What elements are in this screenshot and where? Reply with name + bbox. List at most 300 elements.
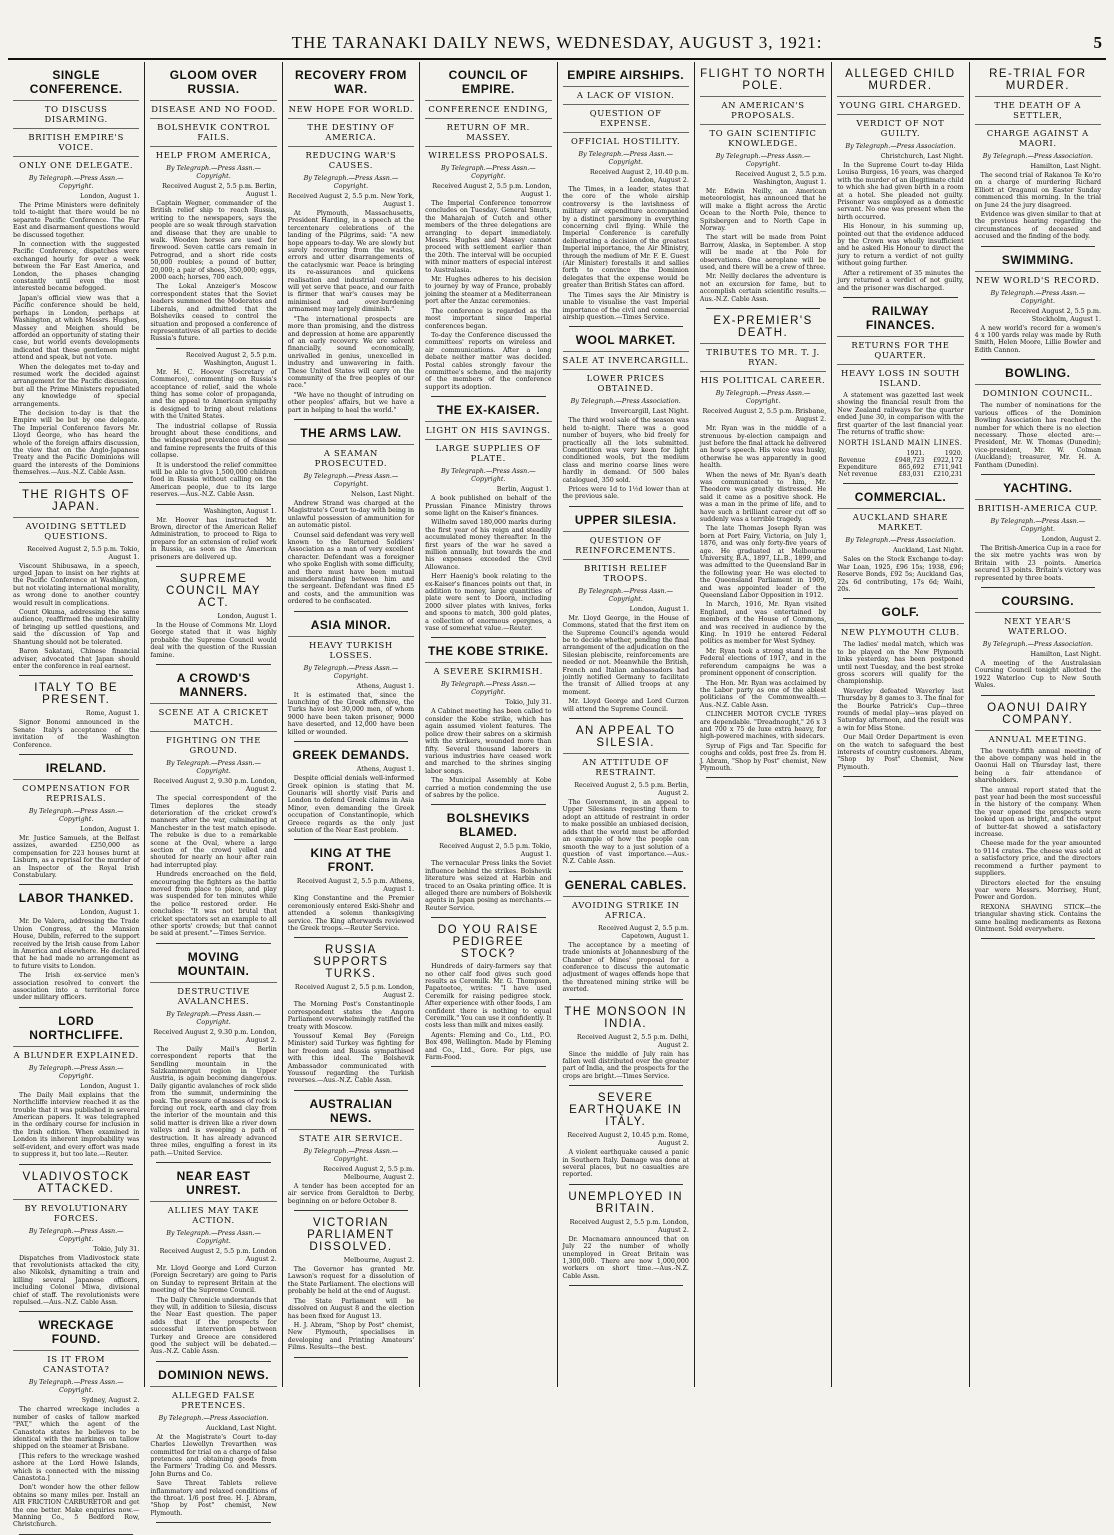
column-7 — [831, 62, 968, 1387]
article-dateline: Tokio, July 31. — [505, 698, 552, 707]
article — [150, 671, 276, 938]
article — [700, 68, 826, 303]
article-paragraph: The Irish ex-service men's association resolved to convert the association into a territorial force under military officers. — [13, 972, 140, 1002]
article-paragraph: The special correspondent of the Times deplores the steady deterioration of the cricket crowd's manners after the war, culminating at Manchester in the test match episode. The rebuke is due to a remarkable scene at the Oval, where a large section of the crowd yelled and shouted for nearly an hour after rain had interrupted play. — [150, 795, 277, 869]
article-paragraph: The Prime Ministers were definitely told to-night that there would be no separate Pacific Conference. The Far East and disarmament questions would be discussed together. — [13, 202, 140, 239]
article-paragraph: Mr. Neilly declares the adventure is not an excursion for fame, but to accomplish certain scientific results.—Aus.-N.Z. Cable Assn. — [699, 273, 827, 303]
article-separator — [843, 297, 957, 298]
article-deck: AVOIDING STRIKE IN AFRICA. — [563, 896, 689, 920]
article-body — [150, 517, 276, 561]
article-paragraph: Herr Haenig's book relating to the ex-Kaiser's finances points out that, in addition to money, large quantities of plate were sent to Doorn, including 2000 silver plates with knives, forks and spoons to match, 300 gold plates, a collection of enormous epergnes, a vase of somewhat value.—Reuter. — [425, 573, 552, 633]
article-deck: REDUCING WAR'S CAUSES. — [288, 146, 414, 170]
article — [975, 253, 1101, 355]
article-credit: By Telegraph.—Press Association. — [845, 536, 956, 545]
article-body — [837, 392, 963, 436]
article — [288, 846, 414, 932]
article-dateline: Christchurch, Last Night. — [880, 152, 964, 160]
article-body — [975, 325, 1101, 355]
column-6 — [694, 62, 831, 1387]
article-paragraph: The Municipal Assembly at Kobe carried a motion condemning the use of sabres by the police. — [425, 777, 552, 799]
article-headline: DO YOU RAISE PEDIGREE STOCK? — [437, 924, 539, 961]
article-body — [150, 369, 276, 499]
article-paragraph: CLINCHER MOTOR CYCLE TYRES are dependable. "Dreadnought," 26 x 3 and 700 x 75 de luxe extra heavy, for high-powered machines, with sidecars. — [699, 711, 827, 741]
article-separator — [19, 1164, 133, 1165]
article-headline: RAILWAY FINANCES. — [865, 303, 936, 332]
article-paragraph: [This refers to the wreckage washed ashore at the Lord Howe Islands, which is connected with the missing Canastota.] — [13, 1452, 140, 1482]
article-dateline: Hamilton, Last Night. — [1030, 162, 1101, 170]
article — [563, 1092, 689, 1179]
article — [288, 426, 414, 606]
article-headline: IRELAND. — [45, 760, 107, 775]
article-deck: CONFERENCE ENDING, — [425, 100, 551, 114]
article-credit: By Telegraph.—Press Assn.—Copyright. — [578, 150, 674, 166]
article-paragraph: REXONA SHAVING STICK—the triangular shaving stick. Contains the same healing medicaments as Rexona Ointment. Sold everywhere. — [974, 903, 1101, 933]
article-body — [288, 1266, 414, 1351]
article-separator — [981, 695, 1095, 696]
article-body — [563, 942, 689, 994]
article — [563, 333, 689, 500]
article-paragraph: The number of nominations for the various offices of the Dominion Bowling Association has reached the number for which there is no election necessary. Those elected are:—President, Mr. W. Thomas (Dunedin); vice-president, Mr. W. Colman (Auckland); treasurer, Mr. H. A. Fantham (Dunedin). — [974, 402, 1101, 469]
article-deck: YOUNG GIRL CHARGED. — [837, 96, 963, 110]
page-number: 5 — [1093, 33, 1102, 52]
article-paragraph: At the Magistrate's Court to-day Charles Llewellyn Trevarthen was committed for trial on a charge of false pretences and obtaining goods from the Farmers' Trading Co. and Messrs. John Burns and Co. — [150, 1433, 277, 1478]
article-headline: OAONUI DAIRY COMPANY. — [987, 701, 1089, 726]
article — [425, 68, 551, 391]
table-row — [837, 457, 963, 464]
article-body — [563, 1236, 689, 1280]
article-dateline: London, August 1. — [217, 612, 277, 621]
article-deck: AN ATTITUDE OF RESTRAINT. — [563, 753, 689, 777]
article — [13, 761, 139, 879]
article-body — [563, 615, 689, 713]
article-paragraph: The second trial of Rakanoa Te Ko'ro on a charge of murdering Richard Elliott at Oraganui on Easter Sunday commenced this morning. In the trial on June 24 the jury disagreed. — [974, 172, 1101, 209]
article — [150, 68, 276, 343]
article-body — [288, 1001, 414, 1084]
article-paragraph: Dispatches from Vladivostock state that revolutionists attacked the city, also Nikolsk, dynamiting a train and killing several Japanese officers, including Colonel Miwa, divisional chief of staff. The revolutionists were repulsed.—Aus.-N.Z. Cable Assn. — [13, 1254, 140, 1306]
article-headline: WRECKAGE FOUND. — [38, 1318, 114, 1347]
table-cell: £210,231 — [933, 471, 963, 479]
article-headline: GOLF. — [881, 605, 920, 620]
article-separator — [19, 1311, 133, 1312]
article-deck: NEW WORLD'S RECORD. — [975, 271, 1101, 285]
article-credit: By Telegraph.—Press Association. — [982, 152, 1093, 160]
article-paragraph: Since the middle of July rain has fallen well distributed over the greater part of India, and the prospects for the crops are bright.—Times Service. — [562, 1050, 689, 1080]
article-dateline: Athens, August 1. — [356, 765, 415, 774]
article-deck: HEAVY TURKISH LOSSES. — [288, 636, 414, 660]
article-body — [150, 1434, 276, 1517]
article-separator — [156, 504, 270, 505]
article-paragraph: A statement was gazetted last week showing the financial result from the New Zealand railways for the quarter ended June 30, in comparison with the first quarter of the last financial year. The returns of traffic show: — [837, 391, 964, 436]
article-separator — [19, 482, 133, 483]
article-separator — [294, 1090, 408, 1091]
article — [975, 366, 1101, 469]
article-paragraph: Mr. Justice Samuels, at the Belfast assizes, awarded £250,000 as compensation for 223 houses burnt at Lisburn, as a reprisal for the murder of an Inspector of the Royal Irish Constabulary. — [13, 834, 140, 879]
article-paragraph: Prices were 1d to 1½d lower than at the previous sale. — [562, 485, 689, 501]
article — [837, 605, 963, 771]
article-deck: AUCKLAND SHARE MARKET. — [837, 508, 963, 532]
article-dateline: Received August 2, 5.5 p.m. New York, August 1. — [287, 192, 415, 208]
article-paragraph: The twenty-fifth annual meeting of the above company was held in the Oaonui Hall on Thursday last, there being a fair attendance of shareholders. — [974, 747, 1101, 785]
article-credit: By Telegraph.—Press Assn.—Copyright. — [440, 467, 536, 484]
article-body — [700, 188, 826, 303]
article — [563, 68, 689, 321]
article-paragraph: A book published on behalf of the Prussian Finance Ministry throws some light on the Kaiser's finances. — [425, 495, 552, 517]
article — [425, 644, 551, 799]
article — [13, 1014, 139, 1159]
article-headline: KING AT THE FRONT. — [310, 846, 392, 875]
article — [288, 1097, 414, 1205]
article-paragraph: Japan's official view was that a Pacific conference should be held, perhaps in London, perhaps at Washington, at which Messrs. Hughes, Massey and Meighen should be afforded an opportunity of stating their case, but world events developments indicated that these gentlemen might attend and speak, but not vote. — [13, 294, 140, 362]
article-headline: COURSING. — [1001, 593, 1075, 608]
article-paragraph: The Lokal Anzeiger's Moscow correspondent states that the Soviet leaders summoned the Moderates and Liberals, and admitted that the Bolsheviks ceased to control the situation and proposed a conference of representatives of all parties to decide Russia's future. — [150, 283, 277, 343]
article — [563, 1006, 689, 1081]
article-deck: THE DEATH OF A SETTLER, — [975, 96, 1101, 120]
article-separator — [981, 938, 1095, 939]
article-paragraph: Mr. Lloyd George and Lord Curzon will attend the Supreme Council. — [562, 698, 689, 713]
article-paragraph: In connection with the suggested Pacific Conference, dispatches were exchanged hourly for over a week between the Far East America, and London, the phases changing constantly until even the most interested became befogged. — [13, 241, 140, 293]
article-deck: RETURNS FOR THE QUARTER. — [837, 336, 963, 360]
article-dateline: Received August 2, 5.5 p.m. Melbourne, August 2. — [323, 1164, 415, 1181]
article-headline: GREEK DEMANDS. — [292, 748, 410, 763]
article-separator — [431, 917, 545, 918]
article-deck: AN AMERICAN'S PROPOSALS. — [700, 96, 826, 120]
article-dateline: Hamilton, Last Night. — [1030, 649, 1101, 658]
article-paragraph: A meeting of the Australasian Coursing Council tonight allotted the 1922 Waterloo Cup to New South Wales. — [974, 659, 1101, 690]
article-deck: LOWER PRICES OBTAINED. — [563, 369, 689, 393]
article-separator — [981, 474, 1095, 475]
article-paragraph: When the news of Mr. Ryan's death was communicated to him, Mr. Theodore was greatly distressed. He said it came as a positive shock. He was a man in the prime of life, and to have such a brilliant career cut off so suddenly was a terrible tragedy. — [699, 471, 827, 523]
article-body — [975, 545, 1101, 582]
article-paragraph: The Times, in a leader, states that the core of the whole airship controversy is the lavishness of military air expenditure accompanied by a distinct parsimony in everything concerning civil flying. While the Imperial Conference is carefully deliberating a decision of the greatest Imperial importance, the Air Ministry, through the medium of Mr. F. E. Guest (Air Minister) forestalls it and sallies forth to convince the Dominion delegates that the expense would be greater than British States can afford. — [562, 186, 689, 290]
article-deck: TO DISCUSS DISARMING. — [13, 100, 139, 124]
article-deck: ANNUAL MEETING. — [975, 730, 1101, 744]
article-headline: GLOOM OVER RUSSIA. — [169, 68, 258, 96]
article-paragraph: Mr. Hughes adheres to his decision to journey by way of France, probably joining the steamer at a Mediterranean port after the Anzac ceremonies. — [425, 276, 552, 306]
article-credit: By Telegraph.—Press Assn.—Copyright. — [715, 389, 811, 406]
article-paragraph: Despite official denials well-informed Greek opinion is stating that M. Gounaris will shortly visit Paris and London to defend Greek claims in Asia Minor, even demanding the Greek occupation of Constantinople, which Greece regards as the only just solution of the Near East problem. — [287, 775, 415, 834]
column-3 — [282, 62, 419, 1387]
article-paragraph: The ladies' medal match, which was to be played on the New Plymouth links yesterday, has been postponed until next Tuesday, and the best stroke gross scorers will qualify for the championship. — [837, 641, 964, 686]
article-paragraph: Mr. Edwin Neilly, an American meteorologist, has announced that he will make a flight across the Arctic Ocean to the North Pole, thence to Spitsbergen and to North Cape in Norway. — [699, 188, 827, 233]
article-dateline: London, August 1. — [80, 1081, 140, 1090]
article-credit: By Telegraph.—Press Assn.—Copyright. — [166, 164, 261, 180]
article — [425, 403, 551, 632]
article-headline: AUSTRALIAN NEWS. — [309, 1096, 393, 1125]
article-deck: A BLUNDER EXPLAINED. — [13, 1046, 139, 1060]
article-separator — [843, 598, 957, 599]
article — [563, 513, 689, 713]
article — [13, 891, 139, 1001]
article-body — [13, 835, 139, 879]
article-paragraph: The annual report stated that the past year had been the most successful in the history of the company. When the year opened the prospects were looked upon as bright, and the output of butter-fat showed a satisfactory increase. — [974, 786, 1101, 839]
article-paragraph: Mr. Hoover has instructed Mr. Brown, director of the American Relief Administration, to proceed to Riga to prepare for an extension of relief work in Russia, as soon as the American prisoners are delivered up. — [150, 516, 277, 561]
column-8 — [969, 62, 1106, 1387]
article-body — [150, 795, 276, 938]
article-dateline: Berlin, August 1. — [496, 485, 552, 494]
article-separator — [19, 884, 133, 885]
article-body — [150, 622, 276, 659]
article-credit: By Telegraph.—Press Assn.—Copyright. — [990, 516, 1086, 533]
article-headline: VLADIVOSTOCK ATTACKED. — [22, 1170, 130, 1195]
article-dateline: Received August 2, 5.5 p.m. Stockholm, August 1. — [1010, 306, 1101, 323]
article-separator — [294, 1210, 408, 1211]
article-deck: LIGHT ON HIS SAVINGS. — [425, 421, 551, 435]
article-dateline: Received August 2, 9.30 p.m. London, August 2. — [153, 1027, 277, 1044]
article-paragraph: The decision to-day is that the Empire will be but by one delegate. The Imperial Conference favors Mr. Lloyd George, who has heard the whole of the foreign affairs discussion, the view that on the Anglo-Japanese Treaty and the Pacific Dominions will guard the interests of the Dominions themselves.—Aus.-N.Z. Cable Assn. — [13, 409, 140, 477]
article-credit: By Telegraph.—Press Assn.—Copyright. — [440, 164, 536, 180]
article-dateline: Received August 2, 5.5 p.m. London, August 2. — [294, 983, 415, 1000]
article-separator — [294, 611, 408, 612]
article-paragraph: A tender has been accepted for an air service from Geraldton to Derby, beginning on or before October 8. — [287, 1182, 415, 1205]
article-paragraph: Dr. Macnamara announced that on July 22 the number of wholly unemployed in Great Britain was 1,300,000. There are now 1,000,000 workers on short time.—Aus.-N.Z. Cable Assn. — [562, 1235, 689, 1280]
article-deck: HEAVY LOSS IN SOUTH ISLAND. — [837, 364, 963, 388]
article-dateline: Auckland, Last Night. — [892, 546, 964, 555]
article-paragraph: Our Mail Order Department is even on the watch to safeguard the best interests of country customers. Abram, "Shop by Post" Chemist, New Plymouth. — [837, 734, 964, 771]
article-headline: RECOVERY FROM WAR. — [295, 68, 407, 96]
article-body — [837, 641, 963, 771]
table-cell: Expenditure — [838, 464, 877, 472]
article-deck: A LACK OF VISION. — [563, 86, 689, 100]
article-paragraph: A Cabinet meeting has been called to consider the Kobe strike, which has again assumed violent features. The police drew their sabres on a skirmish with the strikers, wounded more than fifty. Several thousand laborers in various industries have ceased work and marched to the shrines singing labor songs. — [425, 708, 552, 775]
data-table — [837, 450, 963, 478]
article-paragraph: The third wool sale of the season was held to-night. There was a good number of buyers, who bid freely for practically all the lots submitted. Competition was very keen for light conditioned wools, but the medium class and merino coarse lines were hardly in demand. Of 500 bales catalogued, 350 sold. — [562, 417, 689, 484]
article-paragraph: The Times says the Air Ministry is unable to visualise the vast Imperial importance of the civil and commercial airship question.—Times Service. — [562, 291, 689, 321]
article-paragraph: The British-America Cup in a race for the six metre yachts was won by Britain with 23 points. America secured 13 points. Britain's victory was represented by three boats. — [974, 544, 1101, 582]
article-body — [425, 963, 551, 1061]
article-paragraph: The Daily Chronicle understands that they will, in addition to Silesia, discuss the Near East question. The paper adds that if the prospects for successful intervention between Turkey and Greece are considered good the subject will be debated.—Aus.-N.Z. Cable Assn. — [150, 1296, 277, 1356]
article-deck: CHARGE AGAINST A MAORI. — [975, 124, 1101, 148]
table-header-cell — [837, 450, 887, 457]
article-dateline: Received August 2, 5.5 p.m. Capetown, August 1. — [598, 923, 689, 940]
article-paragraph: Andrew Strand was charged at the Magistrate's Court to-day with being in unlawful possession of ammunition for an automatic pistol. — [287, 499, 415, 530]
article-headline: THE KOBE STRIKE. — [427, 644, 549, 659]
article-headline: ALLEGED CHILD MURDER. — [845, 68, 956, 92]
article-deck: ALLIES MAY TAKE ACTION. — [150, 1201, 276, 1225]
article-paragraph: Hundreds encroached on the field, encouraging the fighters as the battle moved from place to place, and play was suspended for ten minutes while the police restored order. He concludes: "It was not brutal that cricket spectators set an example to all other sports' crowds; but that cannot be said at present."—Times Service. — [150, 871, 277, 938]
article-paragraph: "We have no thought of intruding on other peoples' affairs, but we have a part in helping to heal the world." — [287, 391, 415, 414]
article-separator — [156, 1162, 270, 1163]
article — [13, 682, 139, 749]
article-separator — [156, 566, 270, 567]
newspaper-columns — [8, 62, 1106, 1529]
article-credit: By Telegraph.—Press Assn.—Copyright. — [166, 1009, 261, 1026]
article-deck: OFFICIAL HOSTILITY. — [563, 132, 689, 146]
article — [13, 68, 139, 477]
article-deck: QUESTION OF EXPENSE. — [563, 104, 689, 128]
article — [563, 725, 689, 866]
article-credit: By Telegraph.—Press Assn.—Copyright. — [303, 174, 399, 190]
table-title: NORTH ISLAND MAIN LINES. — [838, 439, 963, 448]
article-headline: SINGLE CONFERENCE. — [29, 68, 123, 96]
article-dateline: Nelson, Last Night. — [351, 489, 415, 498]
column-1 — [8, 62, 144, 1529]
article-paragraph: Mr. Ryan was in the middle of a strenuous by-election campaign and just before the final attack he delivered an hour's speech. His voice was husky, otherwise he was apparently in good health. — [699, 425, 827, 470]
table-header-cell: 1921. — [906, 450, 925, 458]
article-body — [425, 860, 551, 912]
article-headline: NEAR EAST UNREST. — [176, 1168, 251, 1197]
article-paragraph: After a retirement of 35 minutes the jury returned a verdict of not guilty, and the prisoner was discharged. — [837, 269, 964, 292]
article-deck: SALE AT INVERCARGILL. — [563, 351, 689, 365]
article-paragraph: Directors elected for the ensuing year were Messrs. Morrisey, Hunt, Power and Gordon. — [974, 879, 1101, 902]
article-separator — [843, 776, 957, 777]
article-paragraph: His Honour, in his summing up, pointed out that the evidence adduced by the Crown was wholly insufficient and he asked His Honour to direct the jury to return a verdict of not guilty without going further. — [837, 223, 964, 268]
article-dateline: London, August 1. — [80, 192, 140, 200]
article-headline: YACHTING. — [1003, 480, 1073, 495]
article-dateline: Rome, August 1. — [85, 709, 140, 718]
article-dateline: London, August 1. — [80, 908, 140, 917]
article-separator — [569, 999, 683, 1000]
article-deck: NEXT YEAR'S WATERLOO. — [975, 612, 1101, 636]
article-body — [13, 1092, 139, 1159]
article-separator — [569, 326, 683, 327]
article-deck: HIS POLITICAL CAREER. — [700, 371, 826, 385]
article-separator — [19, 754, 133, 755]
article-separator — [431, 637, 545, 638]
article-credit: By Telegraph.—Press Association. — [845, 142, 956, 150]
article-paragraph: It is understood the relief committee will be able to give 1,500,000 children food in Russia without calling on the American people, due to its large reserves.—Aus.-N.Z. Cable Assn. — [150, 461, 277, 499]
table-header-cell: 1920. — [944, 450, 963, 458]
article-body — [150, 1265, 276, 1356]
article-body — [13, 719, 139, 749]
article-paragraph: Baron Sakatani, Chinese financial adviser, advocated that Japan should enter the conference in real earnest. — [13, 648, 140, 670]
article-dateline: Received August 2, 5.5 p.m. London, August 1. — [432, 182, 552, 198]
article-credit: By Telegraph.—Press Assn.—Copyright. — [28, 806, 124, 823]
article-dateline: Received August 2, 5.5 p.m. London, August 2. — [569, 1217, 689, 1234]
article-credit: By Telegraph.—Press Assn.—Copyright. — [578, 586, 674, 603]
article-headline: UNEMPLOYED IN BRITAIN. — [568, 1190, 684, 1215]
article-headline: AN APPEAL TO SILESIA. — [575, 725, 676, 750]
article-separator — [431, 1066, 545, 1067]
article-credit: By Telegraph.—Press Assn.—Copyright. — [990, 288, 1086, 305]
article-headline: WOOL MARKET. — [575, 333, 676, 348]
article-credit: By Telegraph.—Press Assn.—Copyright. — [28, 1378, 124, 1395]
article-paragraph: The acceptance by a meeting of trade unionists at Johannesburg of the Chamber of Mines' proposal for a conference to discuss the automatic adjustment of wages offends hope that the threatened mining strike will be averted. — [562, 941, 689, 994]
article-body — [13, 1255, 139, 1307]
article-body — [837, 556, 963, 593]
article-paragraph: Mr. H. C. Hoover (Secretary of Commerce), commenting on Russia's acceptance of relief, said the whole thing has some color of propaganda, and the appeal to American sympathy is designed to bring about relations with the United States. — [150, 368, 277, 421]
masthead — [0, 0, 1114, 58]
article-body — [425, 495, 551, 632]
article-paragraph: The Imperial Conference tomorrow concludes on Tuesday. General Smuts, the Maharajah of Cutch and other members of the three delegations are arranging to depart immediately. Messrs. Hughes and Massey cannot proceed with settlement earlier than the 20th. The interval will be occupied with minor matters of especial interest to Australasia. — [425, 200, 552, 274]
article-paragraph: To-day the Conference discussed the committees' reports on wireless and air communications. After a long debate neither matter was decided. Postal cables strongly favour the committee's scheme, and the majority of the members of the conference support its adoption. — [425, 331, 552, 391]
article-separator — [569, 506, 683, 507]
article-separator — [156, 348, 270, 349]
article-paragraph: King Constantine and the Premier ceremoniously entered Eski-Shehr and attended a solemn thanksgiving service. The King afterwards reviewed the Greek troops.—Reuter Service. — [287, 895, 415, 932]
article-credit: By Telegraph.—Press Association. — [158, 1413, 269, 1422]
article-deck: BY REVOLUTIONARY FORCES. — [13, 1199, 139, 1223]
newspaper-title: THE TARANAKI DAILY NEWS, WEDNESDAY, AUGUST 3, 1921: — [291, 33, 823, 52]
article-dateline: Received August 2, 5.5 p.m. Washington, August 1. — [185, 350, 277, 367]
article-headline: THE EX-KAISER. — [436, 403, 540, 418]
article — [288, 748, 414, 834]
article-headline: SUPREME COUNCIL MAY ACT. — [166, 573, 262, 610]
article-body — [13, 202, 139, 477]
article-body — [288, 775, 414, 834]
article — [150, 573, 276, 659]
article-separator — [706, 308, 820, 309]
article-headline: BOLSHEVIKS BLAMED. — [446, 811, 530, 840]
article — [425, 924, 551, 1061]
article — [13, 489, 139, 671]
article-paragraph: The conference is regarded as the most important since Imperial conferences began. — [425, 307, 552, 330]
article-headline: RE-TRIAL FOR MURDER. — [989, 68, 1087, 92]
table-cell: Revenue — [838, 457, 866, 465]
article-dateline: Received August 2, 5.5 p.m. Brisbane, August 2. — [702, 407, 827, 424]
article-deck: QUESTION OF REINFORCEMENTS. — [563, 531, 689, 555]
article-paragraph: Mr. De Valera, addressing the Trade Union Congress, at the Mansion House, Dublin, referred to the support received by the Irish cause from Labor in America and elsewhere. He declared that he had made no arrangement as to future visits to London. — [13, 918, 140, 970]
article-paragraph: Syrup of Figs and Tar. Specific for coughs and colds, post free 2s. from H. J. Abram, "Shop by Post" chemist, New Plymouth. — [699, 742, 827, 772]
article-paragraph: Sales on the Stock Exchange to-day: War Loan, 1925, £96 15s; 1938, £96; Reserve Bonds, £92 5s; Auckland Gas, 22s 6d contributing, 17s 6d; Waihi, 20s. — [837, 556, 964, 593]
table-header-row — [837, 450, 963, 457]
article-dateline: Melbourne, August 2. — [343, 1256, 415, 1265]
article — [975, 594, 1101, 690]
article-dateline: Athens, August 1. — [356, 681, 415, 690]
article-headline: BOWLING. — [1005, 366, 1071, 381]
article-dateline: Received August 2, 5.5 p.m. Tokio, August 1. — [27, 544, 140, 561]
article-dateline: Tokio, July 31. — [93, 1244, 140, 1253]
article-deck: NEW HOPE FOR WORLD. — [288, 100, 414, 114]
article-body — [975, 402, 1101, 469]
article-paragraph: Hundreds of dairy-farmers say that no other calf food gives such good results as Ceremilk. Mr. G. Thompson, Papatoetoe, writes: "I have used Ceremilk for raising pedigree stock. After experience with other foods, I am confident there is nothing to equal Ceremilk." You can use it confidently. It costs less than milk and mixes easily. — [425, 963, 552, 1030]
article-body — [288, 500, 414, 606]
article-deck: STATE AIR SERVICE. — [288, 1129, 414, 1143]
article — [288, 1217, 414, 1351]
article-separator — [156, 943, 270, 944]
article-body — [150, 1046, 276, 1157]
table-cell: £711,941 — [933, 464, 963, 472]
article-deck: ONLY ONE DELEGATE. — [13, 156, 139, 170]
article-paragraph: Viscount Shibusawa, in a speech, urged Japan to insist on her rights at the Pacific Conference at Washington, but not violating international morality, as wrong done to another country would result in complications. — [13, 562, 140, 607]
article-paragraph: The Morning Post's Constantinople correspondent states the Angora Parliament overwhelmingly ratified the treaty with Moscow. — [287, 1001, 415, 1031]
article-body — [837, 162, 963, 292]
article-credit: By Telegraph.—Press Association. — [982, 639, 1093, 648]
article-headline: FLIGHT TO NORTH POLE. — [700, 68, 826, 92]
article-credit: By Telegraph.—Press Assn.—Copyright. — [303, 471, 399, 488]
article-deck: VERDICT OF NOT GUILTY. — [837, 114, 963, 138]
article-body — [288, 895, 414, 932]
article-deck: LARGE SUPPLIES OF PLATE. — [425, 439, 551, 463]
table-row — [837, 464, 963, 471]
article-dateline: London, August 1. — [80, 824, 140, 833]
table-cell: Net revenue — [838, 471, 878, 479]
article-headline: THE ARMS LAW. — [300, 425, 402, 440]
article-dateline: Washington, August 1. — [203, 506, 277, 515]
table-row — [837, 471, 963, 478]
article-paragraph: The late Thomas Joseph Ryan was born at Port Fairy, Victoria, on July 1, 1876, and was only forty-five years of age. He graduated at Melbourne University, B.A., 1897, LL.B., 1899, and was admitted to the Queensland Bar in the following year. He was elected to the Queensland Parliament in 1909, and was appointed leader of the Queensland Labor Opposition in 1912. — [699, 525, 827, 600]
article-paragraph: "The international prospects are more than promising, and the distress and depression at home are apparently of an early recovery. We are solvent financially, sound economically, unrivalled in genius, unexcelled in industry and unwavering in faith. These United States will carry on the community of the free peoples of our race." — [287, 315, 415, 390]
column-4 — [419, 62, 556, 1387]
article-deck: BRITISH-AMERICA CUP. — [975, 499, 1101, 513]
article — [975, 68, 1101, 241]
article-paragraph: Mr. Lloyd George and Lord Curzon (Foreign Secretary) are going to Paris on Sunday to represent Britain at the meeting of the Supreme Council. — [150, 1264, 277, 1295]
column-2 — [144, 62, 281, 1517]
article-body — [563, 417, 689, 500]
article-body — [425, 200, 551, 391]
article-paragraph: The Daily Mail explains that the Northcliffe interview reached it as the trouble that it was published in several American papers. It was telegraphed in the ordinary course for inclusion in the Irish edition. When examined in London its inherent improbability was self-evident, and every effort was made to suppress it, but too late.—Reuter. — [13, 1091, 140, 1159]
article-paragraph: The vernacular Press links the Soviet influence behind the strikes. Bolshevik literature was seized at Harbin and traced to an Osaka printing office. It is alleged there are numbers of Bolshevik agents in Japan posing as merchants.—Reuter Service. — [425, 860, 552, 912]
article-separator — [569, 1085, 683, 1086]
article-credit: By Telegraph.—Press Assn.—Copyright. — [440, 680, 536, 697]
article-deck: WIRELESS PROPOSALS. — [425, 146, 551, 160]
article-separator — [431, 396, 545, 397]
article-paragraph: Wilhelm saved 180,000 marks during the first year of his reign and steadily accumulated money thereafter. In the first years of the war he saved a million annually, but towards the end his expenses exceeded the Civil Allowance. — [425, 519, 552, 571]
article-headline: THE MONSOON IN INDIA. — [564, 1005, 687, 1030]
article-body — [975, 172, 1101, 241]
article-dateline: Received August 2, 5.5 p.m. Berlin, August 2. — [574, 781, 689, 798]
article-body — [563, 799, 689, 866]
article-dateline: Sydney, August 2. — [81, 1396, 140, 1405]
article-headline: GENERAL CABLES. — [564, 877, 687, 892]
